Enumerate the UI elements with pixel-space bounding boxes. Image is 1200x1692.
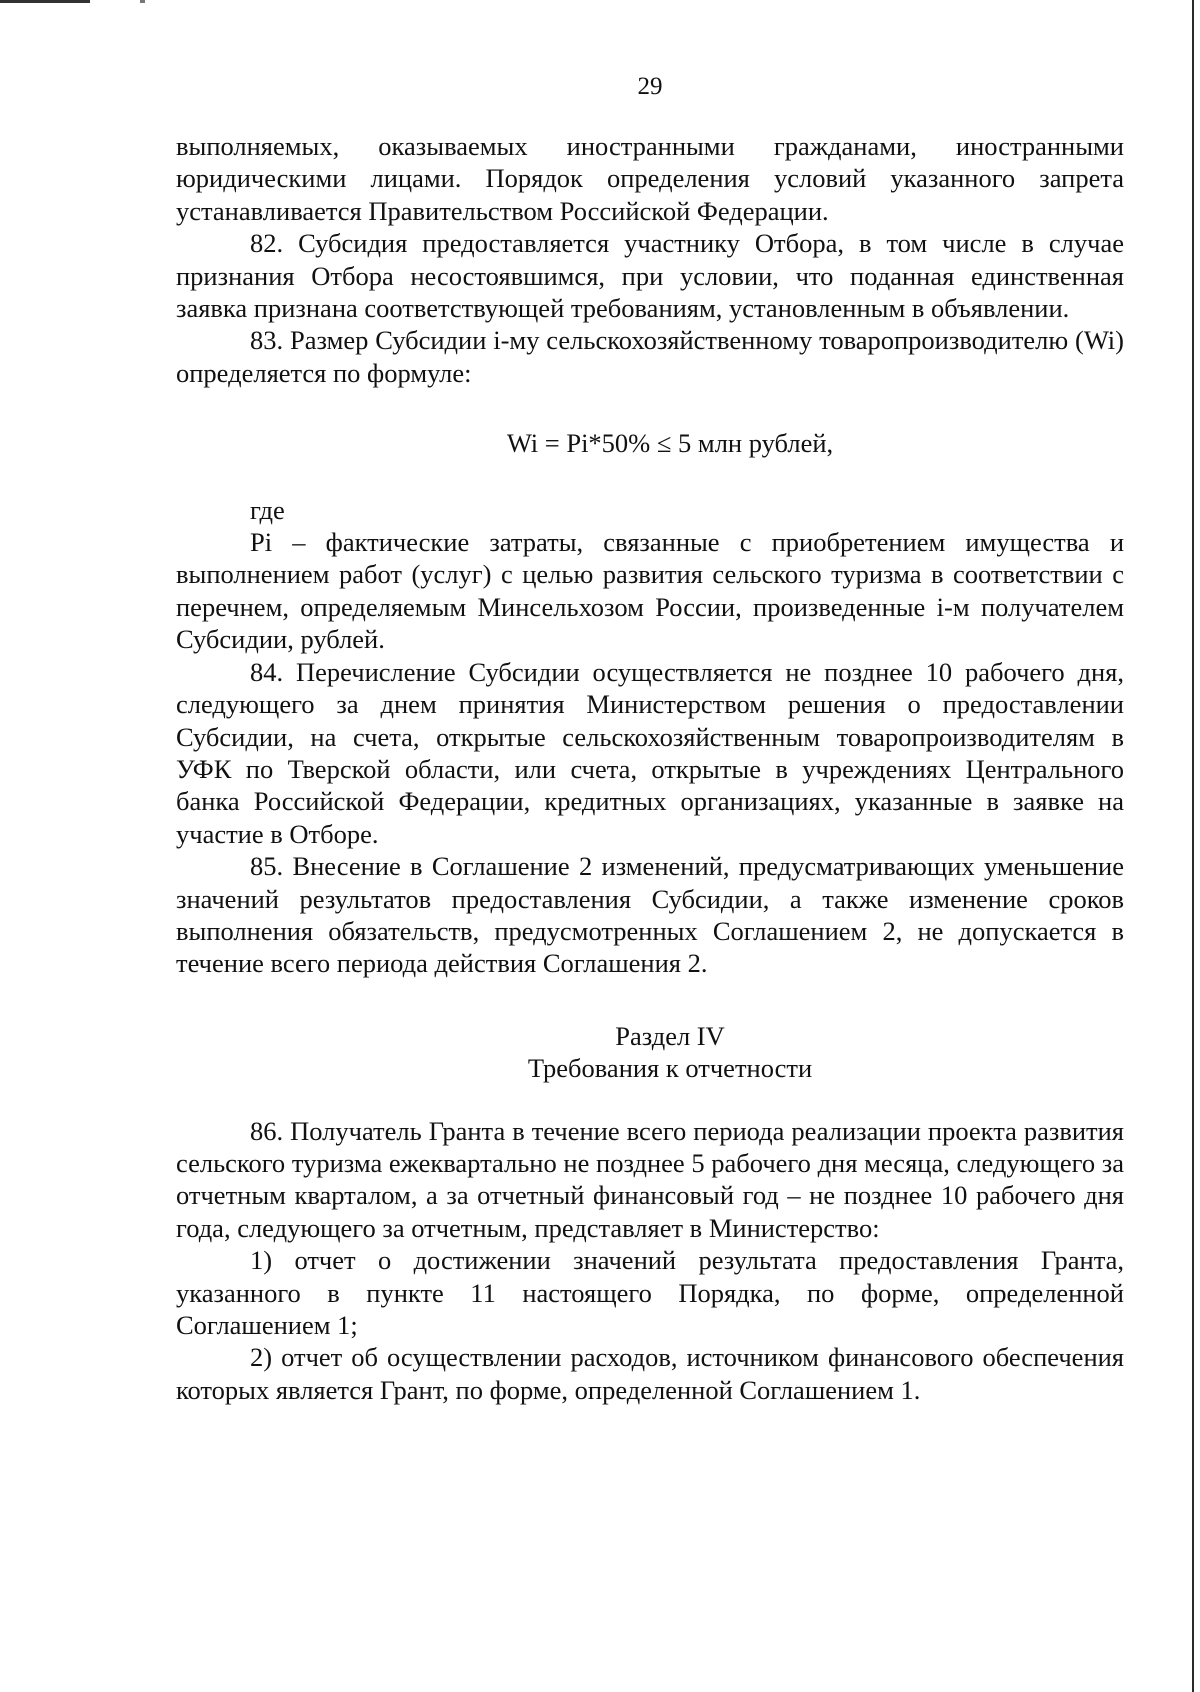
paragraph-86: 86. Получатель Гранта в течение всего периода реализации проекта развития сельского туризма ежеквартально не позднее 5 рабочего дня месяца, следующего за отчетным кварталом, а за отчетный финансовый год – не позднее 10 рабочего дня года, следующего за отчетным, представляет в Министерство: [176,1115,1124,1243]
section-number: Раздел IV [615,1020,725,1051]
scan-edge-top [0,0,1200,3]
paragraph-83: 83. Размер Субсидии i-му сельскохозяйственному товаропроизводителю (Wi) определяется по формуле: [176,325,1124,388]
where-label: где [250,494,285,525]
list-item-1: 1) отчет о достижении значений результата предоставления Гранта, указанного в пункте 11 настоящего Порядка, по форме, определенной Соглашением 1; [176,1245,1124,1340]
scan-edge-right [1192,0,1194,1692]
section-title: Требования к отчетности [527,1053,813,1084]
paragraph-pi-definition: Pi – фактические затраты, связанные с приобретением имущества и выполнением работ (услуг) с целью развития сельского туризма в соответствии с перечнем, определяемым Минсельхозом России, произведенные i-м получателем Субсидии, рублей. [176,527,1124,655]
paragraph-continuation: выполняемых, оказываемых иностранными гражданами, иностранными юридическими лицами. Порядок определения условий указанного запрета устанавливается Правительством Российской Федерации. [176,131,1124,226]
paragraph-84: 84. Перечисление Субсидии осуществляется не позднее 10 рабочего дня, следующего за днем принятия Министерством решения о предоставлении Субсидии, на счета, открытые сельскохозяйственным товаропроизводителям в УФК по Тверской области, или счета, открытые в учреждениях Центрального банка Российской Федерации, кредитных организациях, указанные в заявке на участие в Отборе. [176,656,1124,849]
page-number: 29 [637,73,663,100]
paragraph-85: 85. Внесение в Соглашение 2 изменений, предусматривающих уменьшение значений результатов предоставления Субсидии, а также изменение сроков выполнения обязательств, предусмотренных Соглашением 2, не допускается в течение всего периода действия Соглашения 2. [176,851,1124,979]
subsidy-formula: Wi = Pi*50% ≤ 5 млн рублей, [506,428,834,459]
document-body [176,130,1124,1406]
paragraph-82: 82. Субсидия предоставляется участнику Отбора, в том числе в случае признания Отбора несостоявшимся, при условии, что поданная единственная заявка признана соответствующей требованиям, установленным в объявлении. [176,228,1124,324]
list-item-2: 2) отчет об осуществлении расходов, источником финансового обеспечения которых является Грант, по форме, определенной Соглашением 1. [176,1342,1124,1405]
